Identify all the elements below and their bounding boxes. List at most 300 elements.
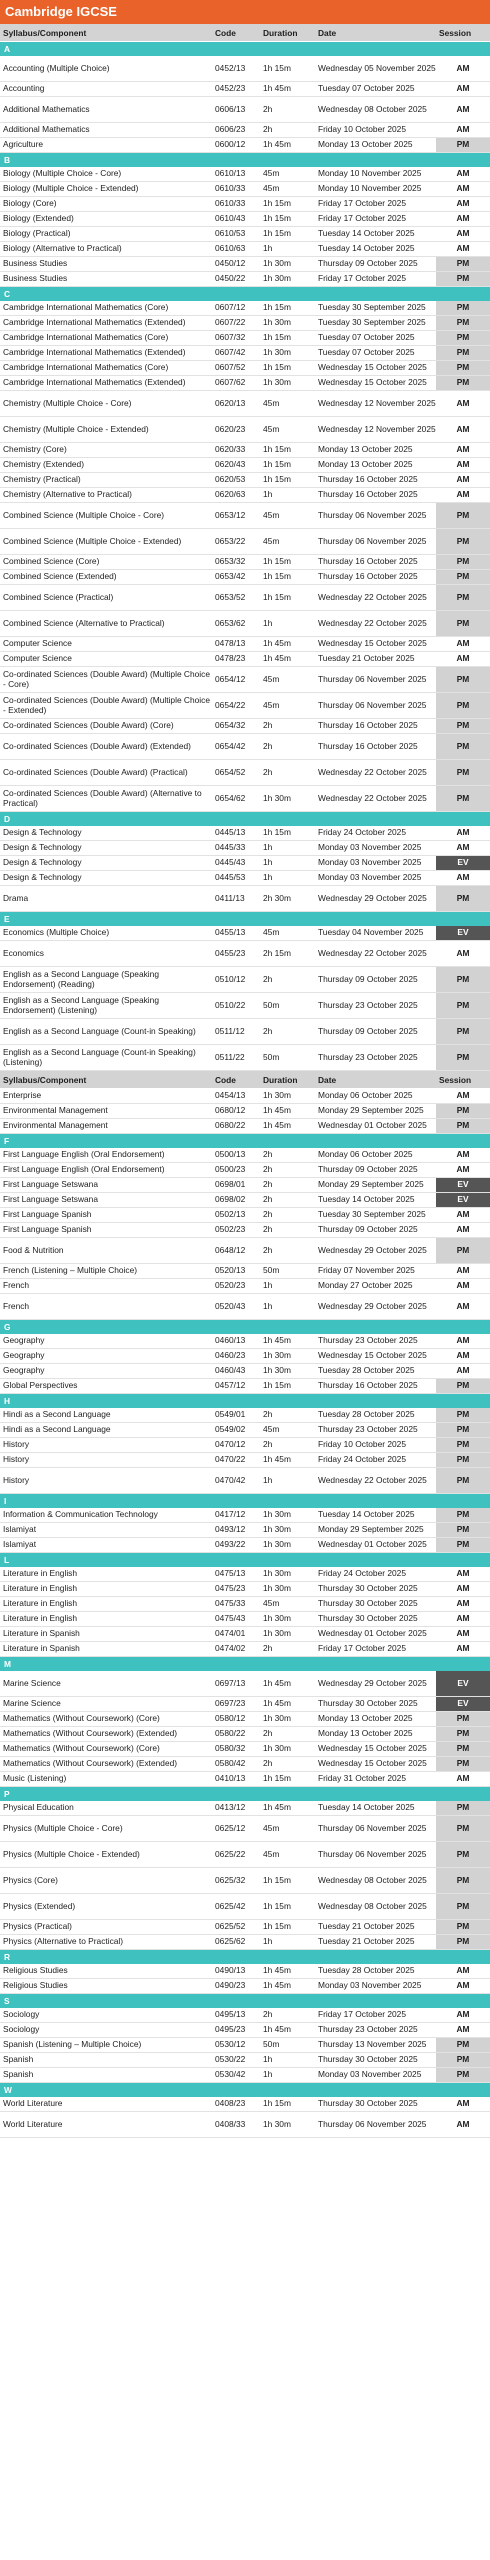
subject-cell: Co-ordinated Sciences (Double Award) (Alternative to Practical) <box>3 788 202 808</box>
code-cell: 0474/02 <box>215 1644 246 1654</box>
subject-cell: Literature in English <box>3 1569 78 1579</box>
subject-cell: Agriculture <box>3 140 44 150</box>
session-badge: PM <box>436 2038 490 2052</box>
code-cell: 0697/13 <box>215 1678 246 1688</box>
subject-cell: Physics (Extended) <box>3 1901 76 1911</box>
subject-cell: Marine Science <box>3 1678 61 1688</box>
date-cell: Wednesday 22 October 2025 <box>318 1475 427 1485</box>
table-row <box>0 993 490 1019</box>
table-row <box>0 652 490 667</box>
subject-cell: Environmental Management <box>3 1106 108 1116</box>
date-cell: Monday 29 September 2025 <box>318 1525 424 1535</box>
duration-cell: 1h <box>263 1937 273 1947</box>
subject-cell: First Language Spanish <box>3 1225 92 1235</box>
section-letter: I <box>0 1494 490 1508</box>
code-cell: 0510/22 <box>215 1000 246 1010</box>
table-row <box>0 1772 490 1787</box>
date-cell: Tuesday 04 November 2025 <box>318 928 424 938</box>
code-cell: 0452/13 <box>215 63 246 73</box>
code-cell: 0502/23 <box>215 1225 246 1235</box>
code-cell: 0620/63 <box>215 490 246 500</box>
date-cell: Thursday 30 October 2025 <box>318 1614 418 1624</box>
section-letter: G <box>0 1320 490 1334</box>
session-badge: AM <box>436 458 490 472</box>
subject-cell: Design & Technology <box>3 828 82 838</box>
code-cell: 0530/42 <box>215 2070 246 2080</box>
table-row <box>0 1163 490 1178</box>
code-cell: 0610/13 <box>215 169 246 179</box>
date-cell: Monday 27 October 2025 <box>318 1281 413 1291</box>
table-row <box>0 1379 490 1394</box>
table-row <box>0 886 490 912</box>
section-letter: M <box>0 1657 490 1671</box>
duration-cell: 2h <box>263 721 273 731</box>
date-cell: Thursday 16 October 2025 <box>318 557 418 567</box>
table-row <box>0 2008 490 2023</box>
duration-cell: 1h 15m <box>263 557 291 567</box>
code-cell: 0698/02 <box>215 1195 246 1205</box>
subject-cell: Combined Science (Multiple Choice - Extended) <box>3 536 182 546</box>
table-row <box>0 1935 490 1950</box>
date-cell: Thursday 06 November 2025 <box>318 510 427 520</box>
date-cell: Wednesday 15 October 2025 <box>318 639 427 649</box>
duration-cell: 2h <box>263 974 273 984</box>
session-badge: AM <box>436 1612 490 1626</box>
date-cell: Friday 17 October 2025 <box>318 1644 406 1654</box>
code-cell: 0413/12 <box>215 1803 246 1813</box>
table-row <box>0 1567 490 1582</box>
session-badge: EV <box>436 1178 490 1192</box>
table-row <box>0 167 490 182</box>
subject-cell: Marine Science <box>3 1699 61 1709</box>
table-row <box>0 1816 490 1842</box>
session-badge: PM <box>436 331 490 345</box>
session-badge: PM <box>436 786 490 811</box>
date-cell: Wednesday 22 October 2025 <box>318 618 427 628</box>
subject-cell: Physical Education <box>3 1803 74 1813</box>
date-cell: Monday 13 October 2025 <box>318 445 413 455</box>
table-row <box>0 1612 490 1627</box>
session-badge: AM <box>436 1148 490 1162</box>
code-cell: 0470/42 <box>215 1475 246 1485</box>
subject-cell: Cambridge International Mathematics (Core) <box>3 363 169 373</box>
session-badge: AM <box>436 1294 490 1319</box>
table-row <box>0 693 490 719</box>
date-cell: Thursday 09 October 2025 <box>318 1165 418 1175</box>
duration-cell: 1h 15m <box>263 333 291 343</box>
column-header-session: Session <box>439 1074 472 1085</box>
code-cell: 0620/23 <box>215 424 246 434</box>
subject-cell: Spanish (Listening – Multiple Choice) <box>3 2040 142 2050</box>
duration-cell: 2h <box>263 1150 273 1160</box>
subject-cell: Design & Technology <box>3 873 82 883</box>
table-row <box>0 1523 490 1538</box>
session-badge: AM <box>436 2008 490 2022</box>
table-row <box>0 123 490 138</box>
code-cell: 0460/43 <box>215 1366 246 1376</box>
code-cell: 0520/23 <box>215 1281 246 1291</box>
subject-cell: Business Studies <box>3 274 68 284</box>
subject-cell: First Language Setswana <box>3 1195 98 1205</box>
table-row <box>0 926 490 941</box>
code-cell: 0500/23 <box>215 1165 246 1175</box>
session-badge: PM <box>436 1920 490 1934</box>
date-cell: Thursday 13 November 2025 <box>318 2040 427 2050</box>
subject-cell: History <box>3 1455 30 1465</box>
table-row <box>0 1964 490 1979</box>
subject-cell: Combined Science (Core) <box>3 557 100 567</box>
code-cell: 0452/23 <box>215 84 246 94</box>
code-cell: 0610/33 <box>215 184 246 194</box>
table-row <box>0 301 490 316</box>
duration-cell: 45m <box>263 510 280 520</box>
subject-cell: Additional Mathematics <box>3 104 90 114</box>
code-cell: 0606/23 <box>215 125 246 135</box>
session-badge: PM <box>436 719 490 733</box>
table-row <box>0 585 490 611</box>
date-cell: Friday 24 October 2025 <box>318 828 406 838</box>
session-badge: PM <box>436 760 490 785</box>
duration-cell: 2h <box>263 125 273 135</box>
duration-cell: 1h 30m <box>263 1366 291 1376</box>
subject-cell: Chemistry (Alternative to Practical) <box>3 490 132 500</box>
duration-cell: 1h 45m <box>263 1966 291 1976</box>
session-badge: AM <box>436 826 490 840</box>
date-cell: Wednesday 12 November 2025 <box>318 424 436 434</box>
date-cell: Monday 03 November 2025 <box>318 858 422 868</box>
date-cell: Wednesday 08 October 2025 <box>318 1875 427 1885</box>
date-cell: Wednesday 22 October 2025 <box>318 767 427 777</box>
subject-cell: French (Listening – Multiple Choice) <box>3 1266 138 1276</box>
subject-cell: Physics (Alternative to Practical) <box>3 1937 124 1947</box>
page-title: Cambridge IGCSE <box>0 0 490 24</box>
session-badge: PM <box>436 1019 490 1044</box>
column-header-duration: Duration <box>263 1074 298 1085</box>
session-badge: AM <box>436 1642 490 1656</box>
subject-cell: Cambridge International Mathematics (Core) <box>3 303 169 313</box>
duration-cell: 50m <box>263 1266 280 1276</box>
table-row <box>0 1294 490 1320</box>
duration-cell: 1h 45m <box>263 1678 291 1688</box>
table-row <box>0 1193 490 1208</box>
duration-cell: 1h 45m <box>263 1803 291 1813</box>
date-cell: Friday 10 October 2025 <box>318 125 406 135</box>
code-cell: 0653/22 <box>215 536 246 546</box>
code-cell: 0411/13 <box>215 893 245 903</box>
code-cell: 0607/12 <box>215 303 246 313</box>
date-cell: Wednesday 05 November 2025 <box>318 63 436 73</box>
date-cell: Tuesday 30 September 2025 <box>318 303 426 313</box>
session-badge: PM <box>436 1408 490 1422</box>
date-cell: Tuesday 28 October 2025 <box>318 1966 415 1976</box>
date-cell: Wednesday 15 October 2025 <box>318 1759 427 1769</box>
duration-cell: 50m <box>263 2040 280 2050</box>
code-cell: 0450/12 <box>215 259 246 269</box>
table-row <box>0 856 490 871</box>
table-row <box>0 719 490 734</box>
date-cell: Wednesday 29 October 2025 <box>318 893 427 903</box>
session-badge: AM <box>436 2097 490 2111</box>
subject-cell: Business Studies <box>3 259 68 269</box>
subject-cell: French <box>3 1281 30 1291</box>
session-badge: AM <box>436 1364 490 1378</box>
table-row <box>0 227 490 242</box>
session-badge: PM <box>436 1801 490 1815</box>
duration-cell: 1h 45m <box>263 639 291 649</box>
section-letter: R <box>0 1950 490 1964</box>
code-cell: 0654/42 <box>215 741 246 751</box>
subject-cell: Geography <box>3 1366 45 1376</box>
duration-cell: 1h 45m <box>263 140 291 150</box>
timetable-table <box>0 24 490 2138</box>
subject-cell: Islamiyat <box>3 1540 37 1550</box>
code-cell: 0625/52 <box>215 1922 246 1932</box>
table-row <box>0 1364 490 1379</box>
column-header-subject: Syllabus/Component <box>3 27 87 38</box>
duration-cell: 1h 30m <box>263 348 291 358</box>
duration-cell: 1h 15m <box>263 592 291 602</box>
duration-cell: 1h 30m <box>263 1569 291 1579</box>
session-badge: AM <box>436 1208 490 1222</box>
table-row <box>0 503 490 529</box>
subject-cell: Global Perspectives <box>3 1381 78 1391</box>
session-badge: PM <box>436 967 490 992</box>
date-cell: Thursday 16 October 2025 <box>318 741 418 751</box>
session-badge: AM <box>436 197 490 211</box>
date-cell: Friday 17 October 2025 <box>318 199 406 209</box>
date-cell: Thursday 30 October 2025 <box>318 1599 418 1609</box>
date-cell: Thursday 06 November 2025 <box>318 700 427 710</box>
date-cell: Thursday 09 October 2025 <box>318 1026 418 1036</box>
table-row <box>0 56 490 82</box>
table-row <box>0 1671 490 1697</box>
duration-cell: 2h <box>263 1210 273 1220</box>
code-cell: 0460/23 <box>215 1351 246 1361</box>
duration-cell: 1h 30m <box>263 1351 291 1361</box>
subject-cell: First Language Spanish <box>3 1210 92 1220</box>
code-cell: 0530/12 <box>215 2040 246 2050</box>
date-cell: Thursday 30 October 2025 <box>318 1699 418 1709</box>
subject-cell: Computer Science <box>3 639 72 649</box>
table-row <box>0 1468 490 1494</box>
date-cell: Wednesday 29 October 2025 <box>318 1245 427 1255</box>
session-badge: PM <box>436 257 490 271</box>
date-cell: Tuesday 14 October 2025 <box>318 1195 415 1205</box>
code-cell: 0620/13 <box>215 398 246 408</box>
duration-cell: 1h 45m <box>263 84 291 94</box>
duration-cell: 1h <box>263 244 273 254</box>
date-cell: Monday 03 November 2025 <box>318 873 422 883</box>
duration-cell: 1h 30m <box>263 1540 291 1550</box>
duration-cell: 45m <box>263 674 280 684</box>
subject-cell: Literature in Spanish <box>3 1629 80 1639</box>
duration-cell: 1h 30m <box>263 1510 291 1520</box>
section-letter: W <box>0 2083 490 2097</box>
duration-cell: 2h <box>263 2010 273 2020</box>
table-row <box>0 138 490 153</box>
code-cell: 0653/32 <box>215 557 246 567</box>
code-cell: 0600/12 <box>215 140 246 150</box>
code-cell: 0530/22 <box>215 2055 246 2065</box>
subject-cell: Economics <box>3 948 44 958</box>
session-badge: PM <box>436 1453 490 1467</box>
session-badge: AM <box>436 97 490 122</box>
table-row <box>0 1119 490 1134</box>
table-row <box>0 1453 490 1468</box>
session-badge: PM <box>436 1438 490 1452</box>
session-badge: PM <box>436 1742 490 1756</box>
section-letter: B <box>0 153 490 167</box>
code-cell: 0680/12 <box>215 1106 246 1116</box>
session-badge: PM <box>436 138 490 152</box>
code-cell: 0493/12 <box>215 1525 246 1535</box>
code-cell: 0408/33 <box>215 2119 246 2129</box>
duration-cell: 45m <box>263 1823 280 1833</box>
table-row <box>0 82 490 97</box>
subject-cell: Literature in English <box>3 1584 78 1594</box>
subject-cell: English as a Second Language (Speaking Endorsement) (Reading) <box>3 969 159 989</box>
duration-cell: 2h <box>263 1026 273 1036</box>
code-cell: 0680/22 <box>215 1121 246 1131</box>
code-cell: 0478/13 <box>215 639 246 649</box>
subject-cell: Sociology <box>3 2010 40 2020</box>
table-row <box>0 1801 490 1816</box>
duration-cell: 1h <box>263 873 273 883</box>
duration-cell: 1h 30m <box>263 1091 291 1101</box>
code-cell: 0607/52 <box>215 363 246 373</box>
subject-cell: Physics (Practical) <box>3 1922 72 1932</box>
table-row <box>0 1238 490 1264</box>
code-cell: 0610/53 <box>215 229 246 239</box>
date-cell: Tuesday 30 September 2025 <box>318 1210 426 1220</box>
table-row <box>0 1757 490 1772</box>
duration-cell: 2h <box>263 741 273 751</box>
duration-cell: 1h <box>263 858 273 868</box>
table-row <box>0 197 490 212</box>
duration-cell: 1h 15m <box>263 63 291 73</box>
table-row <box>0 1349 490 1364</box>
code-cell: 0580/12 <box>215 1714 246 1724</box>
table-header <box>0 24 490 42</box>
subject-cell: Biology (Practical) <box>3 229 71 239</box>
subject-cell: Combined Science (Multiple Choice - Core) <box>3 510 165 520</box>
session-badge: EV <box>436 856 490 870</box>
code-cell: 0520/43 <box>215 1301 246 1311</box>
subject-cell: Computer Science <box>3 654 72 664</box>
code-cell: 0607/32 <box>215 333 246 343</box>
section-letter: D <box>0 812 490 826</box>
code-cell: 0607/42 <box>215 348 246 358</box>
table-row <box>0 1712 490 1727</box>
subject-cell: Co-ordinated Sciences (Double Award) (Core) <box>3 721 174 731</box>
duration-cell: 1h 15m <box>263 572 291 582</box>
code-cell: 0654/12 <box>215 674 246 684</box>
session-badge: AM <box>436 182 490 196</box>
code-cell: 0475/33 <box>215 1599 246 1609</box>
table-row <box>0 1408 490 1423</box>
date-cell: Tuesday 07 October 2025 <box>318 333 415 343</box>
session-badge: PM <box>436 2053 490 2067</box>
table-row <box>0 2097 490 2112</box>
session-badge: AM <box>436 473 490 487</box>
date-cell: Monday 29 September 2025 <box>318 1106 424 1116</box>
duration-cell: 2h <box>263 1225 273 1235</box>
session-badge: AM <box>436 637 490 651</box>
table-row <box>0 1508 490 1523</box>
table-row <box>0 1727 490 1742</box>
table-row <box>0 1148 490 1163</box>
duration-cell: 2h <box>263 1644 273 1654</box>
date-cell: Thursday 09 October 2025 <box>318 974 418 984</box>
table-row <box>0 97 490 123</box>
duration-cell: 1h 15m <box>263 1381 291 1391</box>
session-badge: PM <box>436 1538 490 1552</box>
subject-cell: Additional Mathematics <box>3 125 90 135</box>
subject-cell: Cambridge International Mathematics (Extended) <box>3 378 186 388</box>
duration-cell: 1h 15m <box>263 1875 291 1885</box>
duration-cell: 1h 15m <box>263 1922 291 1932</box>
subject-cell: Chemistry (Multiple Choice - Extended) <box>3 424 149 434</box>
duration-cell: 2h <box>263 767 273 777</box>
session-badge: AM <box>436 1264 490 1278</box>
duration-cell: 1h 45m <box>263 1981 291 1991</box>
subject-cell: Environmental Management <box>3 1121 108 1131</box>
code-cell: 0475/13 <box>215 1569 246 1579</box>
subject-cell: Physics (Multiple Choice - Extended) <box>3 1849 140 1859</box>
subject-cell: Hindi as a Second Language <box>3 1410 111 1420</box>
date-cell: Tuesday 14 October 2025 <box>318 1510 415 1520</box>
table-row <box>0 417 490 443</box>
session-badge: AM <box>436 82 490 96</box>
subject-cell: Geography <box>3 1351 45 1361</box>
session-badge: PM <box>436 1508 490 1522</box>
date-cell: Wednesday 15 October 2025 <box>318 1351 427 1361</box>
column-header-code: Code <box>215 1074 236 1085</box>
table-row <box>0 376 490 391</box>
session-badge: AM <box>436 227 490 241</box>
session-badge: PM <box>436 1238 490 1263</box>
code-cell: 0455/13 <box>215 928 246 938</box>
table-row <box>0 1979 490 1994</box>
column-header-date: Date <box>318 27 337 38</box>
section-letter: P <box>0 1787 490 1801</box>
duration-cell: 1h 15m <box>263 828 291 838</box>
session-badge: PM <box>436 1757 490 1771</box>
table-row <box>0 570 490 585</box>
session-badge: AM <box>436 1163 490 1177</box>
session-badge: AM <box>436 1772 490 1786</box>
subject-cell: Design & Technology <box>3 843 82 853</box>
duration-cell: 1h 45m <box>263 1336 291 1346</box>
subject-cell: Biology (Core) <box>3 199 57 209</box>
subject-cell: Sociology <box>3 2025 40 2035</box>
section-letter: L <box>0 1553 490 1567</box>
section-letter: F <box>0 1134 490 1148</box>
code-cell: 0490/23 <box>215 1981 246 1991</box>
subject-cell: Hindi as a Second Language <box>3 1425 111 1435</box>
duration-cell: 1h 15m <box>263 2099 291 2109</box>
date-cell: Tuesday 07 October 2025 <box>318 84 415 94</box>
subject-cell: Enterprise <box>3 1091 42 1101</box>
code-cell: 0697/23 <box>215 1699 246 1709</box>
duration-cell: 1h 15m <box>263 475 291 485</box>
date-cell: Monday 13 October 2025 <box>318 1714 413 1724</box>
subject-cell: Combined Science (Alternative to Practical) <box>3 618 165 628</box>
duration-cell: 1h 45m <box>263 2025 291 2035</box>
subject-cell: Literature in English <box>3 1614 78 1624</box>
date-cell: Monday 13 October 2025 <box>318 1729 413 1739</box>
date-cell: Friday 17 October 2025 <box>318 214 406 224</box>
